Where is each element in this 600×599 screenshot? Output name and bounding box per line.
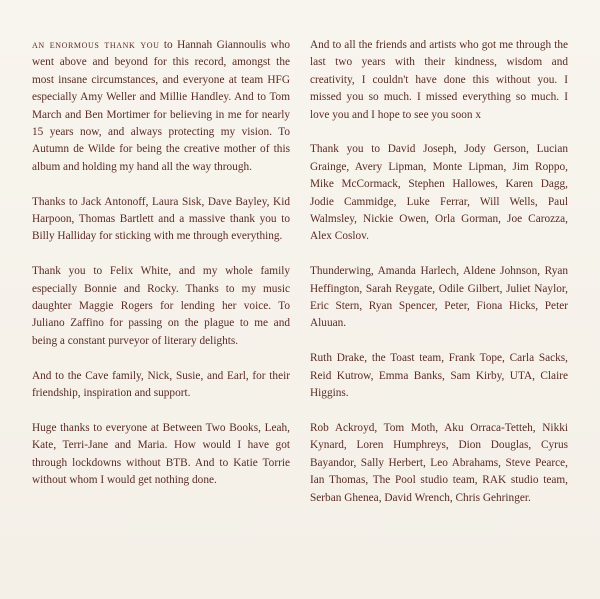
thanks-btb-paragraph: Huge thanks to everyone at Between Two Books, Leah, Kate, Terri-Jane and Maria. How would I have got through lockdowns without BTB. And to Katie Torrie without whom I would get nothing done. (32, 421, 290, 487)
thanks-studio-paragraph: Rob Ackroyd, Tom Moth, Aku Orraca-Tetteh, Nikki Kynard, Loren Humphreys, Dion Douglas, Cyrus Bayandor, Sally Herbert, Leo Abrahams, Steve Pearce, Ian Thomas, The Pool studio team, RAK studio team, Serban Ghenea, David Wrench, Chris Gehringer. (310, 421, 568, 504)
thanks-family-paragraph: Thank you to Felix White, and my whole family especially Bonnie and Rocky. Thanks to my music daughter Maggie Rogers for lending her voice. To Juliano Zaffino for passing on the plague to me and being a constant purveyor of literary delights. (32, 265, 290, 347)
intro-paragraph (32, 37, 290, 176)
thanks-producers-paragraph: Thanks to Jack Antonoff, Laura Sisk, Dave Bayley, Kid Harpoon, Thomas Bartlett and a massive thank you to Billy Halliday for sticking with me through everything. (32, 195, 290, 243)
intro-text: to Hannah Giannoulis who went above and beyond for this record, amongst the most insane circumstances, and everyone at team HFG especially Amy Weller and Millie Handley. And to Tom March and Ben Mortimer for believing in me for nearly 15 years now, and always protecting my vision. To Autumn de Wilde for being the creative mother of this album and holding my hand all the way through. (32, 39, 291, 173)
thanks-cave-family-paragraph: And to the Cave family, Nick, Susie, and Earl, for their friendship, inspiration and support. (32, 369, 290, 400)
friends-paragraph: And to all the friends and artists who got me through the last two years with their kindness, wisdom and creativity, I couldn't have done this without you. I missed you so much. I missed everything so much. I love you and I hope to see you soon x (310, 39, 568, 121)
thanks-management-paragraph: Ruth Drake, the Toast team, Frank Tope, Carla Sacks, Reid Kutrow, Emma Banks, Sam Kirby, UTA, Claire Higgins. (310, 352, 568, 400)
thanks-team-paragraph: Thunderwing, Amanda Harlech, Aldene Johnson, Ryan Heffington, Sarah Reygate, Odile Gilbert, Juliet Naylor, Eric Stern, Ryan Spencer, Peter, Fiona Hicks, Peter Aluuan. (310, 265, 568, 330)
left-column (32, 37, 290, 507)
right-column (310, 37, 568, 524)
intro-heading: an enormous thank you (32, 39, 160, 51)
thanks-label-paragraph: Thank you to David Joseph, Jody Gerson, Lucian Grainge, Avery Lipman, Monte Lipman, Jim Roppo, Mike McCormack, Stephen Hallowes, Karen Dagg, Jodie Cammidge, Luke Ferrar, Will Wells, Paul Walmsley, Nickie Owen, Orla Gorman, Joe Carozza, Alex Coslov. (310, 143, 568, 243)
